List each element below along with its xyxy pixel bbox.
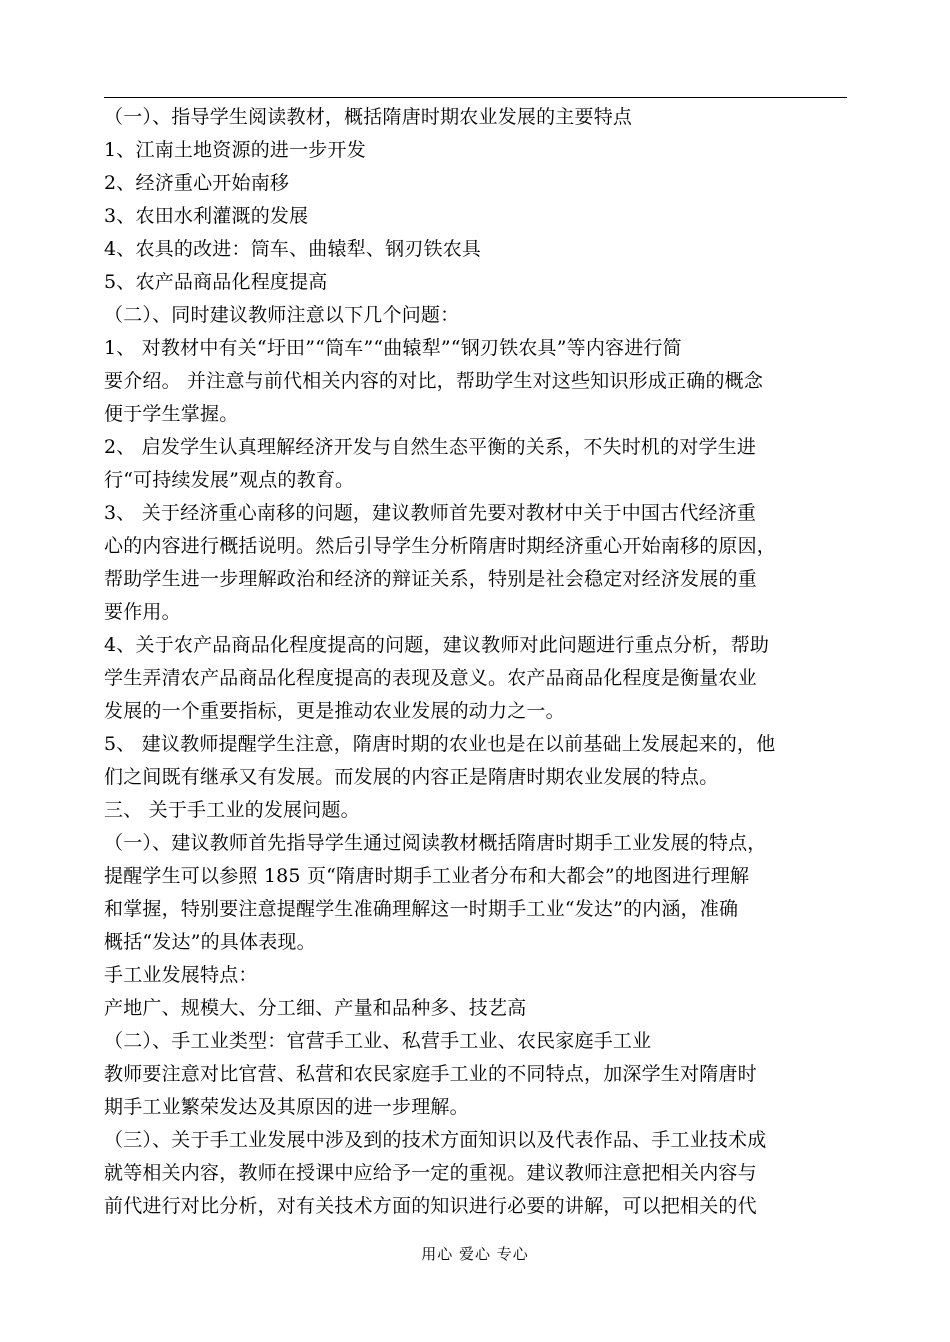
text-line: 5、农产品商品化程度提高 [104, 271, 328, 293]
text-line: 期手工业繁荣发达及其原因的进一步理解。 [104, 1096, 469, 1118]
text-line: 1、江南土地资源的进一步开发 [104, 139, 366, 161]
text-line: 4、农具的改进：筒车、曲辕犁、钢刃铁农具 [104, 238, 482, 260]
text-line: 就等相关内容，教师在授课中应给予一定的重视。建议教师注意把相关内容与 [104, 1162, 757, 1184]
text-line: 要作用。 [104, 601, 181, 623]
text-line: 行“可持续发展”观点的教育。 [104, 469, 355, 491]
text-line: 手工业发展特点： [104, 964, 258, 986]
text-line: 3、 关于经济重心南移的问题，建议教师首先要对教材中关于中国古代经济重 [104, 502, 757, 524]
text-line: 2、经济重心开始南移 [104, 172, 290, 194]
text-line: 便于学生掌握。 [104, 403, 239, 425]
header-rule [104, 97, 847, 98]
text-line: （一）、建议教师首先指导学生通过阅读教材概括隋唐时期手工业发展的特点， [104, 832, 767, 854]
text-line: 前代进行对比分析，对有关技术方面的知识进行必要的讲解，可以把相关的代 [104, 1195, 757, 1217]
text-line: 发展的一个重要指标，更是推动农业发展的动力之一。 [104, 700, 565, 722]
text-line: 帮助学生进一步理解政治和经济的辩证关系，特别是社会稳定对经济发展的重 [104, 568, 757, 590]
text-line: （二）、同时建议教师注意以下几个问题： [104, 304, 460, 326]
text-line: 学生弄清农产品商品化程度提高的表现及意义。农产品商品化程度是衡量农业 [104, 667, 757, 689]
text-line: 4、关于农产品商品化程度提高的问题，建议教师对此问题进行重点分析，帮助 [104, 634, 770, 656]
page-footer: 用心 爱心 专心 [421, 1245, 529, 1263]
text-line: 心的内容进行概括说明。然后引导学生分析隋唐时期经济重心开始南移的原因， [104, 535, 777, 557]
text-line: 提醒学生可以参照 185 页“隋唐时期手工业者分布和大都会”的地图进行理解 [104, 865, 750, 887]
text-line: 1、 对教材中有关“圩田”“筒车”“曲辕犁”“钢刃铁农具”等内容进行简 [104, 337, 682, 359]
text-line: 2、 启发学生认真理解经济开发与自然生态平衡的关系，不失时机的对学生进 [104, 436, 757, 458]
text-line: （三）、关于手工业发展中涉及到的技术方面知识以及代表作品、手工业技术成 [104, 1129, 767, 1151]
text-line: 要介绍。 并注意与前代相关内容的对比，帮助学生对这些知识形成正确的概念 [104, 370, 764, 392]
text-line: 三、 关于手工业的发展问题。 [104, 799, 360, 821]
text-line: 教师要注意对比官营、私营和农民家庭手工业的不同特点，加深学生对隋唐时 [104, 1063, 757, 1085]
text-line: 5、 建议教师提醒学生注意，隋唐时期的农业也是在以前基础上发展起来的，他 [104, 733, 776, 755]
text-line: 们之间既有继承又有发展。而发展的内容正是隋唐时期农业发展的特点。 [104, 766, 719, 788]
text-line: （二）、手工业类型：官营手工业、私营手工业、农民家庭手工业 [104, 1030, 652, 1052]
text-line: 和掌握，特别要注意提醒学生准确理解这一时期手工业“发达”的内涵，准确 [104, 898, 739, 920]
text-line: 概括“发达”的具体表现。 [104, 931, 316, 953]
text-line: （一）、指导学生阅读教材，概括隋唐时期农业发展的主要特点 [104, 106, 633, 128]
document-body [104, 101, 850, 1223]
text-line: 3、农田水利灌溉的发展 [104, 205, 309, 227]
text-line: 产地广、规模大、分工细、产量和品种多、技艺高 [104, 997, 527, 1019]
